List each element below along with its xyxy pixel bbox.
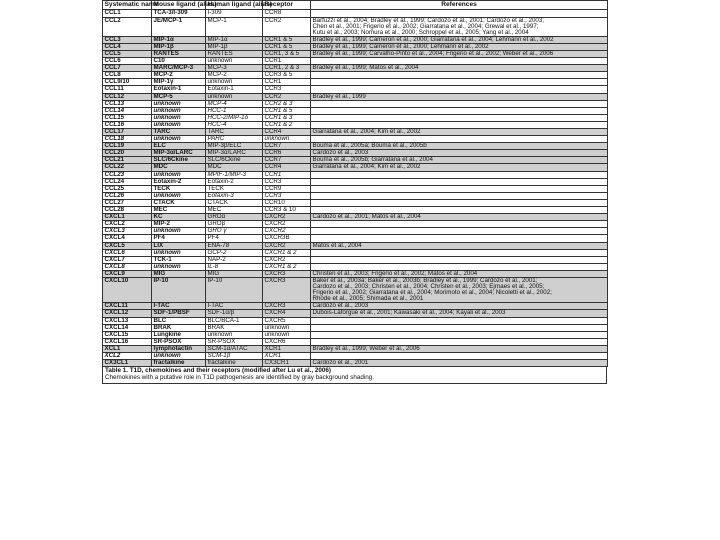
cell-systematic-name: CCL18 — [103, 136, 152, 143]
cell-mouse-ligand: Eotaxin-1 — [152, 86, 206, 93]
table-caption — [102, 367, 607, 384]
cell-receptor: CCR4 — [263, 164, 311, 171]
cell-receptor: CCR1 & 5 — [263, 107, 311, 114]
cell-receptor: CCR1 — [263, 79, 311, 86]
reference-line: Rhode et al., 2005; Shimada et al., 2001 — [312, 295, 424, 303]
reference-line: Bradley et al., 1999; Cameron et al., 2000; Giarratana et al., 2004; Lehmann et al., 2002 — [312, 35, 554, 43]
cell-receptor: CCR10 — [263, 199, 311, 206]
cell-systematic-name: CCL16 — [103, 121, 152, 128]
cell-receptor: CXCR3 — [263, 303, 311, 310]
reference-line: Bouma et al., 2005b; Giarratana et al., 2004 — [312, 156, 433, 164]
cell-references — [311, 86, 608, 93]
cell-references — [311, 235, 608, 242]
cell-systematic-name: CCL6 — [103, 58, 152, 65]
cell-receptor: CCR1 — [263, 171, 311, 178]
cell-receptor: CXCR2 — [263, 256, 311, 263]
reference-line: Giarratana et al., 2004; Kim et al., 2002 — [312, 128, 421, 135]
cell-receptor: CCR6 — [263, 150, 311, 157]
cell-human-ligand: unknown — [206, 331, 263, 338]
cell-systematic-name: CXCL11 — [103, 303, 152, 310]
cell-references — [311, 107, 608, 114]
cell-systematic-name: CXCL7 — [103, 256, 152, 263]
cell-human-ligand: BRAK — [206, 324, 263, 331]
cell-human-ligand: MIG — [206, 270, 263, 277]
cell-mouse-ligand: SDF-1/PBSF — [152, 310, 206, 317]
cell-systematic-name: CXCL10 — [103, 277, 152, 302]
cell-receptor: CXCR1 & 2 — [263, 249, 311, 256]
table-row — [103, 72, 608, 79]
cell-references — [311, 214, 608, 221]
cell-systematic-name: CCL2 — [103, 17, 152, 36]
cell-human-ligand: HCC-1 — [206, 107, 263, 114]
reference-line: Bradley et al., 1999; Weber et al., 2006 — [312, 344, 420, 352]
cell-receptor: CCR1, 3 & 5 — [263, 50, 311, 57]
cell-mouse-ligand: JE/MCP-1 — [152, 17, 206, 36]
cell-receptor: CCR8 — [263, 10, 311, 17]
cell-references — [311, 185, 608, 192]
cell-systematic-name: CXCL9 — [103, 270, 152, 277]
table-row — [103, 10, 608, 17]
cell-references — [311, 114, 608, 121]
cell-mouse-ligand: fractalkine — [152, 360, 206, 367]
reference-line: Cardozo et al., 2003 — [312, 302, 369, 310]
cell-mouse-ligand: unknown — [152, 136, 206, 143]
cell-references — [311, 345, 608, 352]
cell-mouse-ligand: SLC/6Ckine — [152, 157, 206, 164]
cell-mouse-ligand: TARC — [152, 129, 206, 136]
cell-human-ligand: GCP-2 — [206, 249, 263, 256]
cell-mouse-ligand: I-TAC — [152, 303, 206, 310]
cell-human-ligand: MEC — [206, 207, 263, 214]
cell-receptor: CXCR2 — [263, 228, 311, 235]
reference-line: Kutu et al., 2003; Nomura et al., 2000; Schroppel et al., 2005; Yang et al., 2004 — [312, 28, 529, 36]
cell-references — [311, 199, 608, 206]
cell-receptor: CXCR2 — [263, 242, 311, 249]
cell-mouse-ligand: MDC — [152, 164, 206, 171]
cell-human-ligand: SLC/6Ckine — [206, 157, 263, 164]
reference-line: Christen et al., 2003; Frigerio et al., 2002; Matos et al., 2004 — [312, 269, 478, 277]
cell-receptor: CCR1 & 2 — [263, 121, 311, 128]
cell-receptor: CCR3 — [263, 178, 311, 185]
cell-mouse-ligand: unknown — [152, 263, 206, 270]
cell-receptor: unknown — [263, 136, 311, 143]
cell-receptor: CXCR4 — [263, 310, 311, 317]
header-human: Human ligand (alias) — [207, 1, 272, 8]
cell-systematic-name: CXCL8 — [103, 263, 152, 270]
table-body — [103, 10, 608, 367]
cell-receptor: CCR2 — [263, 17, 311, 36]
cell-receptor: XCR1 — [263, 345, 311, 352]
reference-line: Bradley et al., 1999; Cameron et al., 2000; Lehmann et al., 2002 — [312, 42, 489, 50]
cell-human-ligand: unknown — [206, 58, 263, 65]
cell-human-ligand: IP-10 — [206, 277, 263, 302]
cell-human-ligand: BLC/BCA-1 — [206, 317, 263, 324]
cell-systematic-name: CXCL14 — [103, 324, 152, 331]
cell-receptor: CCR2 & 3 — [263, 100, 311, 107]
cell-systematic-name: CXCL4 — [103, 235, 152, 242]
header-receptor: Receptor — [263, 1, 311, 10]
table-row — [103, 17, 608, 36]
cell-receptor: CXCR1 & 2 — [263, 263, 311, 270]
cell-mouse-ligand: MEC — [152, 207, 206, 214]
cell-human-ligand: MCP-4 — [206, 100, 263, 107]
cell-receptor: CCR3 & 5 — [263, 72, 311, 79]
cell-systematic-name: CCL13 — [103, 100, 152, 107]
cell-human-ligand: GRO γ — [206, 228, 263, 235]
cell-mouse-ligand: unknown — [152, 171, 206, 178]
cell-references — [311, 50, 608, 57]
cell-mouse-ligand: lymphotactin — [152, 345, 206, 352]
cell-human-ligand: Eotaxin-2 — [206, 178, 263, 185]
cell-systematic-name: CCL28 — [103, 207, 152, 214]
cell-human-ligand: Eotaxin-1 — [206, 86, 263, 93]
reference-line: Matos et al., 2004 — [312, 241, 362, 249]
cell-human-ligand: SCM-1β — [206, 353, 263, 360]
cell-mouse-ligand: MIP-1γ — [152, 79, 206, 86]
reference-line: Barfuzzi et al., 2004; Bradley et al., 1999; Cardozo et al., 2001; Cardozo et al., 2003; — [312, 16, 544, 24]
cell-references — [311, 360, 608, 367]
cell-human-ligand: IL-8 — [206, 263, 263, 270]
cell-human-ligand: HCC-2/MIP-1δ — [206, 114, 263, 121]
cell-human-ligand: SCM-1α/ATAC — [206, 345, 263, 352]
cell-references — [311, 221, 608, 228]
cell-human-ligand: RANTES — [206, 50, 263, 57]
cell-human-ligand: unknown — [206, 79, 263, 86]
cell-receptor: CCR1 & 3 — [263, 114, 311, 121]
cell-mouse-ligand: BRAK — [152, 324, 206, 331]
reference-line: Giarratana et al., 2004; Kim et al., 2002 — [312, 163, 421, 171]
cell-receptor: CCR3 & 10 — [263, 207, 311, 214]
cell-systematic-name: CCL14 — [103, 107, 152, 114]
cell-references — [311, 277, 608, 302]
reference-line: Dubois-Laforgue et al., 2001; Kawasaki et al., 2004; Kayali et al., 2003 — [312, 309, 506, 317]
cell-mouse-ligand: MIP-3α/LARC — [152, 150, 206, 157]
cell-mouse-ligand: MIG — [152, 270, 206, 277]
cell-references — [311, 331, 608, 338]
cell-human-ligand: unknown — [206, 93, 263, 100]
cell-receptor: CCR2 — [263, 93, 311, 100]
cell-human-ligand: MDC — [206, 164, 263, 171]
cell-mouse-ligand: C10 — [152, 58, 206, 65]
cell-systematic-name: CCL22 — [103, 164, 152, 171]
cell-mouse-ligand: ELC — [152, 143, 206, 150]
cell-references — [311, 192, 608, 199]
cell-receptor: CCR1 & 5 — [263, 36, 311, 43]
cell-receptor: CXCR5 — [263, 317, 311, 324]
cell-systematic-name: CXCL16 — [103, 338, 152, 345]
cell-mouse-ligand: MIP-2 — [152, 221, 206, 228]
cell-human-ligand: ENA-78 — [206, 242, 263, 249]
table-row — [103, 360, 608, 367]
cell-mouse-ligand: unknown — [152, 249, 206, 256]
cell-systematic-name: CX3CL1 — [103, 360, 152, 367]
cell-mouse-ligand: SR-PSOX — [152, 338, 206, 345]
reference-line: Bouma et al., 2005a; Bouma et al., 2005b — [312, 142, 427, 150]
cell-systematic-name: CCL3 — [103, 36, 152, 43]
cell-human-ligand: Eotaxin-3 — [206, 192, 263, 199]
cell-mouse-ligand: unknown — [152, 100, 206, 107]
cell-references — [311, 178, 608, 185]
cell-human-ligand: MCP-2 — [206, 72, 263, 79]
cell-systematic-name: CCL17 — [103, 129, 152, 136]
table-row — [103, 178, 608, 185]
table-row — [103, 277, 608, 302]
cell-mouse-ligand: unknown — [152, 121, 206, 128]
cell-systematic-name: CCL7 — [103, 65, 152, 72]
header-systematic: Systematic name — [104, 1, 159, 8]
cell-references — [311, 242, 608, 249]
cell-mouse-ligand: MIP-1α — [152, 36, 206, 43]
cell-systematic-name: CCL23 — [103, 171, 152, 178]
cell-mouse-ligand: TECK — [152, 185, 206, 192]
table-row — [103, 249, 608, 256]
document-frame — [102, 0, 607, 384]
cell-receptor: unknown — [263, 324, 311, 331]
reference-line: Frigerio et al., 2002; Giarratana et al., 2004; Morimoto et al., 2004; Nicoletti et al., 2002; — [312, 289, 552, 297]
cell-mouse-ligand: TCK-1 — [152, 256, 206, 263]
cell-systematic-name: CCL25 — [103, 185, 152, 192]
cell-human-ligand: SDF-1α/β — [206, 310, 263, 317]
cell-systematic-name: CXCL2 — [103, 221, 152, 228]
cell-mouse-ligand: MCP-5 — [152, 93, 206, 100]
cell-mouse-ligand: KC — [152, 214, 206, 221]
cell-systematic-name: XCL1 — [103, 345, 152, 352]
cell-mouse-ligand: MARC/MCP-3 — [152, 65, 206, 72]
cell-mouse-ligand: CTACK — [152, 199, 206, 206]
cell-mouse-ligand: MCP-2 — [152, 72, 206, 79]
cell-mouse-ligand: IP-10 — [152, 277, 206, 302]
table-row — [103, 235, 608, 242]
cell-references — [311, 324, 608, 331]
cell-systematic-name: CCL4 — [103, 43, 152, 50]
cell-receptor: CXCR3 — [263, 277, 311, 302]
table-row — [103, 214, 608, 221]
cell-human-ligand: I-309 — [206, 10, 263, 17]
cell-receptor: unknown — [263, 331, 311, 338]
cell-human-ligand: MCP-1 — [206, 17, 263, 36]
cell-human-ligand: MIP-3β/ELC — [206, 143, 263, 150]
cell-references — [311, 310, 608, 317]
cell-references — [311, 17, 608, 36]
cell-receptor: CX3CR1 — [263, 360, 311, 367]
caption-note: Chemokines with a putative role in T1D pathogenesis are identified by gray background shading. — [105, 373, 375, 381]
table-row — [103, 228, 608, 235]
cell-human-ligand: GROα — [206, 214, 263, 221]
cell-mouse-ligand: unknown — [152, 353, 206, 360]
cell-human-ligand: fractalkine — [206, 360, 263, 367]
cell-systematic-name: CCL20 — [103, 150, 152, 157]
cell-systematic-name: CCL15 — [103, 114, 152, 121]
cell-systematic-name: CCL11 — [103, 86, 152, 93]
chemokine-table — [102, 0, 608, 367]
cell-mouse-ligand: MIP-1β — [152, 43, 206, 50]
cell-references — [311, 79, 608, 86]
cell-human-ligand: GROβ — [206, 221, 263, 228]
cell-mouse-ligand: LIX — [152, 242, 206, 249]
cell-human-ligand: SR-PSOX — [206, 338, 263, 345]
reference-line: Bradley et al., 1999 — [312, 92, 366, 100]
cell-mouse-ligand: unknown — [152, 192, 206, 199]
cell-systematic-name: XCL2 — [103, 353, 152, 360]
cell-systematic-name: CCL19 — [103, 143, 152, 150]
cell-human-ligand: MIP-3α/LARC — [206, 150, 263, 157]
cell-receptor: XCR1 — [263, 353, 311, 360]
cell-systematic-name: CCL1 — [103, 10, 152, 17]
cell-receptor: CXCR6 — [263, 338, 311, 345]
cell-receptor: CCR3 — [263, 192, 311, 199]
cell-references — [311, 93, 608, 100]
cell-human-ligand: MCP-3 — [206, 65, 263, 72]
cell-mouse-ligand: unknown — [152, 114, 206, 121]
cell-receptor: CCR9 — [263, 185, 311, 192]
table-row — [103, 199, 608, 206]
cell-human-ligand: CTACK — [206, 199, 263, 206]
cell-systematic-name: CXCL5 — [103, 242, 152, 249]
cell-receptor: CCR7 — [263, 143, 311, 150]
header-references: References — [311, 1, 608, 10]
cell-receptor: CXCR3 — [263, 270, 311, 277]
cell-references — [311, 72, 608, 79]
cell-human-ligand: PF4 — [206, 235, 263, 242]
cell-mouse-ligand: RANTES — [152, 50, 206, 57]
reference-line: Bradley et al., 1999; Carvalho-Pinto et al., 2004; Frigerio et al., 2002; Weber et al., 2006 — [312, 49, 554, 57]
table-row — [103, 310, 608, 317]
cell-receptor: CXCR2 — [263, 221, 311, 228]
cell-systematic-name: CXCL1 — [103, 214, 152, 221]
cell-mouse-ligand: TCA-3/I-309 — [152, 10, 206, 17]
table-row — [103, 65, 608, 72]
cell-references — [311, 256, 608, 263]
cell-human-ligand: MPIF-1/MIP-3 — [206, 171, 263, 178]
cell-references — [311, 228, 608, 235]
cell-mouse-ligand: Eotaxin-2 — [152, 178, 206, 185]
cell-receptor: CCR1, 2 & 3 — [263, 65, 311, 72]
cell-receptor: CCR7 — [263, 157, 311, 164]
cell-systematic-name: CXCL15 — [103, 331, 152, 338]
cell-systematic-name: CXCL12 — [103, 310, 152, 317]
cell-systematic-name: CCL26 — [103, 192, 152, 199]
cell-systematic-name: CCL5 — [103, 50, 152, 57]
table-row — [103, 86, 608, 93]
cell-human-ligand: MIP-1β — [206, 43, 263, 50]
table-row — [103, 164, 608, 171]
cell-receptor: CXCR3B — [263, 235, 311, 242]
cell-systematic-name: CXCL13 — [103, 317, 152, 324]
cell-human-ligand: HCC-4 — [206, 121, 263, 128]
cell-references — [311, 171, 608, 178]
reference-line: Cardozo et al., 2003 — [312, 149, 369, 157]
reference-line: Chen et al., 2001; Frigerio et al., 2002; Giarratana et al., 2004; Grewal et al., 1997; — [312, 22, 539, 30]
cell-systematic-name: CCL9/10 — [103, 79, 152, 86]
cell-human-ligand: MIP-1α — [206, 36, 263, 43]
cell-mouse-ligand: unknown — [152, 228, 206, 235]
reference-line: Cardozo et al., 2001; Matos et al., 2004 — [312, 213, 421, 221]
cell-systematic-name: CXCL3 — [103, 228, 152, 235]
reference-line: Cardozo et al., 2003; Christen et al., 2004; Christen et al., 2003; Ejrnaes et al., 2005; — [312, 283, 545, 291]
cell-receptor: CCR1 — [263, 58, 311, 65]
cell-references — [311, 129, 608, 136]
reference-line: Baker et al., 2003a; Baker et al., 2003b; Bradley et al., 1999; Cardozo et al., 2001; — [312, 276, 538, 284]
cell-systematic-name: CCL12 — [103, 93, 152, 100]
cell-receptor: CXCR2 — [263, 214, 311, 221]
cell-human-ligand: PARC — [206, 136, 263, 143]
cell-systematic-name: CCL8 — [103, 72, 152, 79]
cell-references — [311, 164, 608, 171]
cell-receptor: CCR4 — [263, 129, 311, 136]
cell-human-ligand: TARC — [206, 129, 263, 136]
cell-references — [311, 317, 608, 324]
cell-receptor: CCR3 — [263, 86, 311, 93]
cell-systematic-name: CXCL6 — [103, 249, 152, 256]
cell-references — [311, 65, 608, 72]
cell-mouse-ligand: Lungkine — [152, 331, 206, 338]
table-row — [103, 192, 608, 199]
caption-title: Table 1. T1D, chemokines and their receptors (modified after Lu et al., 2006) — [105, 367, 331, 375]
cell-receptor: CCR1 & 5 — [263, 43, 311, 50]
reference-line: Bradley et al., 1999; Matos et al., 2004 — [312, 64, 419, 72]
cell-mouse-ligand: PF4 — [152, 235, 206, 242]
cell-human-ligand: NAP-2 — [206, 256, 263, 263]
table-row — [103, 50, 608, 57]
cell-systematic-name: CCL24 — [103, 178, 152, 185]
cell-mouse-ligand: unknown — [152, 107, 206, 114]
cell-systematic-name: CCL21 — [103, 157, 152, 164]
cell-mouse-ligand: BLC — [152, 317, 206, 324]
cell-references — [311, 10, 608, 17]
cell-systematic-name: CCL27 — [103, 199, 152, 206]
cell-human-ligand: TECK — [206, 185, 263, 192]
reference-line: Cardozo et al., 2001 — [312, 359, 369, 367]
cell-human-ligand: I-TAC — [206, 303, 263, 310]
cell-references — [311, 249, 608, 256]
cell-references — [311, 100, 608, 107]
header-mouse: Mouse ligand (alias) — [153, 1, 217, 8]
table-row — [103, 317, 608, 324]
